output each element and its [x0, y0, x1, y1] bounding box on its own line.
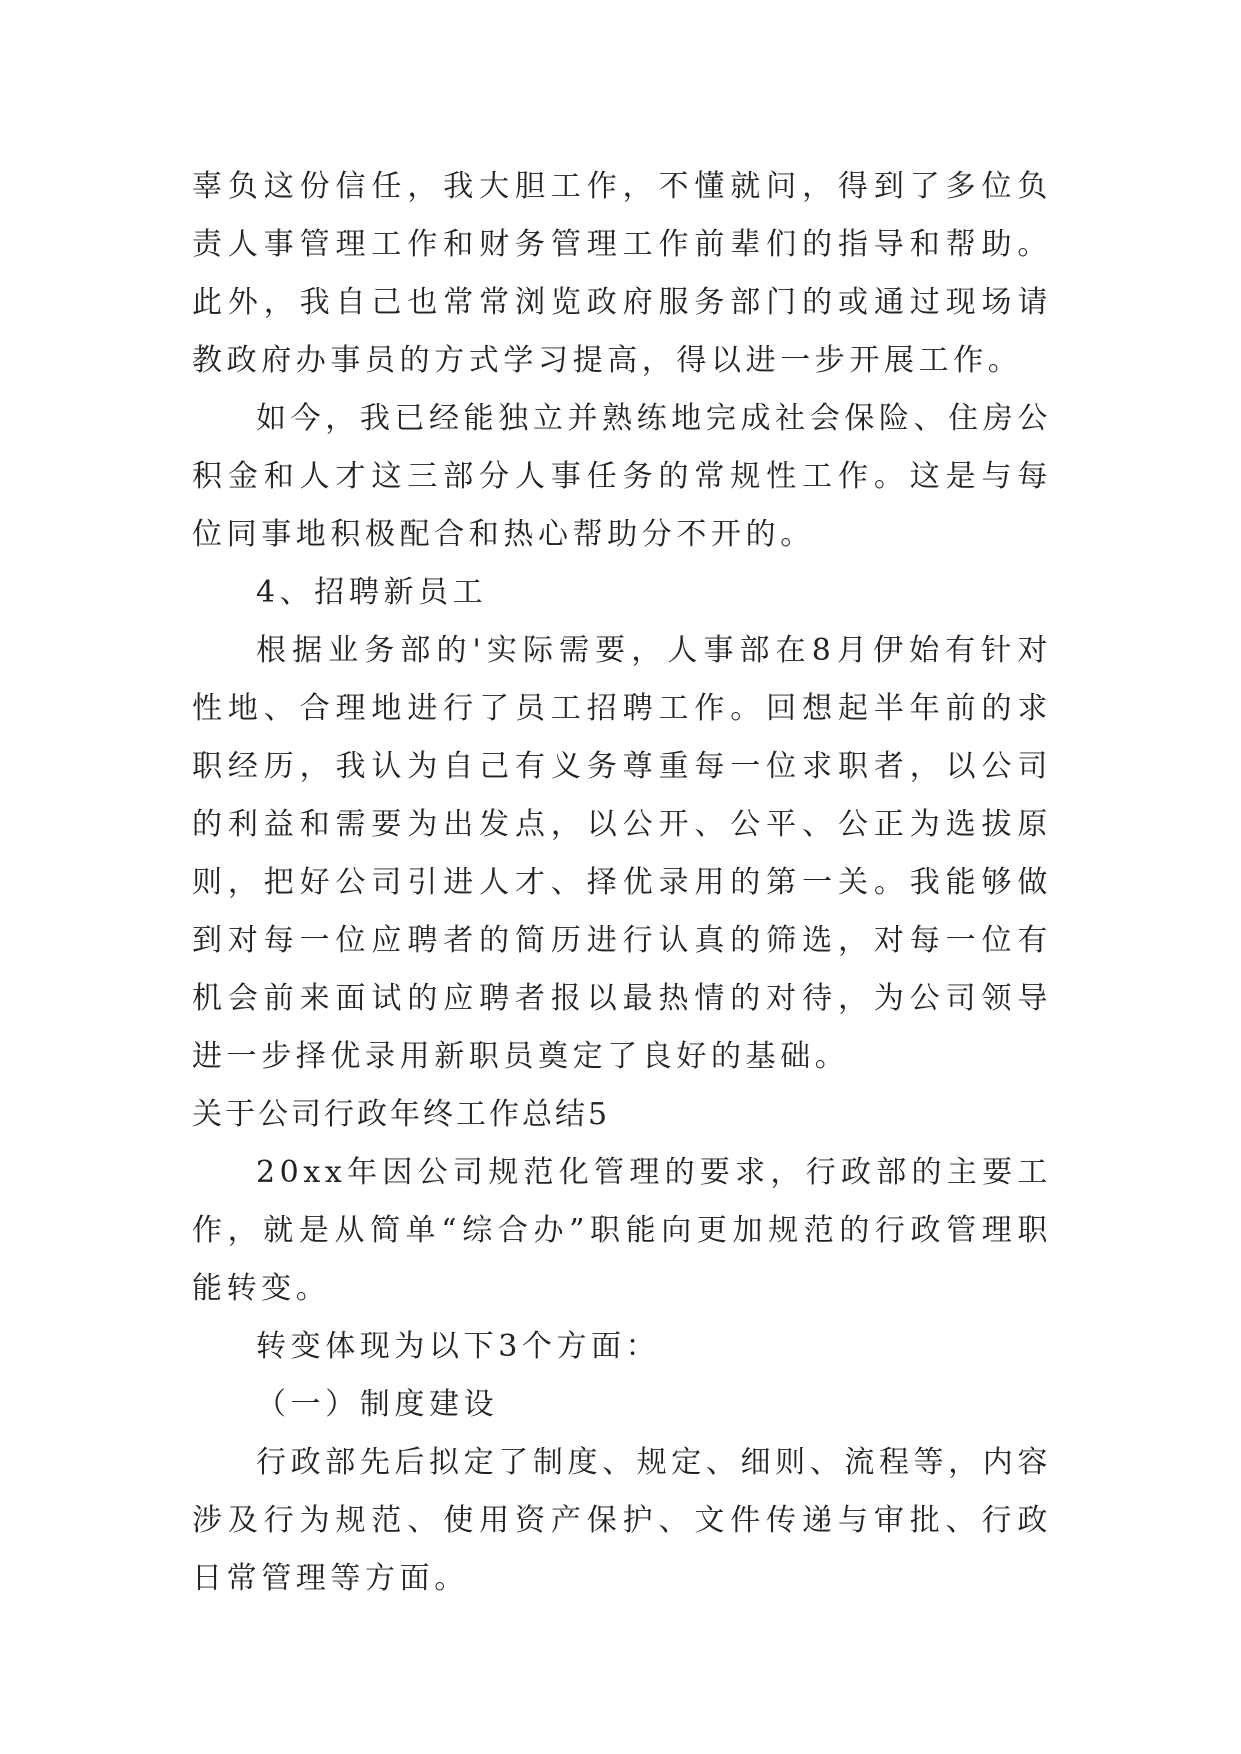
paragraph-independent-work: 如今，我已经能独立并熟练地完成社会保险、住房公积金和人才这三部分人事任务的常规性工作。这是与每位同事地积极配合和热心帮助分不开的。 [192, 401, 1052, 552]
paragraph-system-building: 行政部先后拟定了制度、规定、细则、流程等，内容涉及行为规范、使用资产保护、文件传递与审批、行政日常管理等方面。 [192, 1445, 1052, 1596]
paragraph-admin-intro: 20xx年因公司规范化管理的要求，行政部的主要工作，就是从简单“综合办”职能向更加规范的行政管理职能转变。 [192, 1155, 1052, 1306]
paragraph-three-aspects: 转变体现为以下3个方面： [256, 1329, 661, 1364]
paragraph-trust: 辜负这份信任，我大胆工作，不懂就问，得到了多位负责人事管理工作和财务管理工作前辈们的指导和帮助。此外，我自己也常常浏览政府服务部门的或通过现场请教政府办事员的方式学习提高，得以进一步开展工作。 [192, 169, 1052, 378]
section-heading-system: （一）制度建设 [256, 1387, 499, 1422]
section-heading-recruit: 4、招聘新员工 [256, 575, 488, 610]
paragraph-recruitment: 根据业务部的'实际需要，人事部在8月伊始有针对性地、合理地进行了员工招聘工作。回想起半年前的求职经历，我认为自己有义务尊重每一位求职者，以公司的利益和需要为出发点，以公开、公平、公正为选拔原则，把好公司引进人才、择优录用的第一关。我能够做到对每一位应聘者的简历进行认真的筛选，对每一位有机会前来面试的应聘者报以最热情的对待，为公司领导进一步择优录用新职员奠定了良好的基础。 [192, 633, 1052, 1074]
article-title: 关于公司行政年终工作总结5 [192, 1097, 611, 1132]
document-body [192, 158, 1052, 1608]
